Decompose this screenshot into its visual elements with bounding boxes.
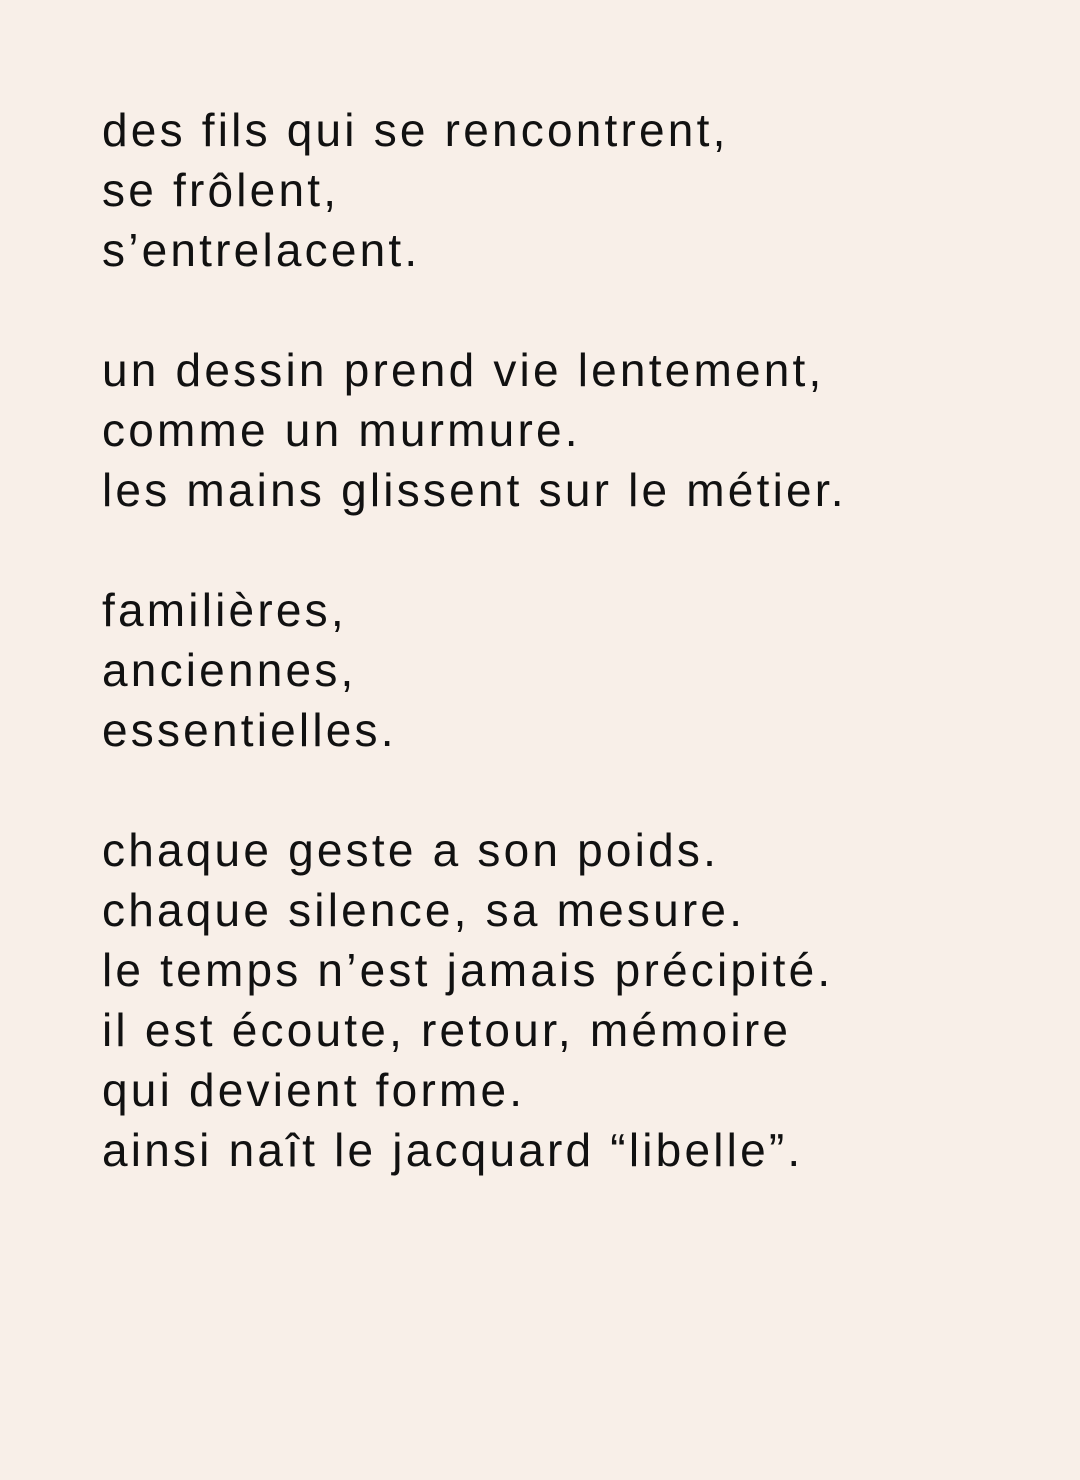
stanza-1: [102, 100, 1062, 280]
poem-line: chaque geste a son poids.: [102, 824, 720, 876]
poem-line: comme un murmure.: [102, 404, 581, 456]
stanza-3: [102, 580, 1062, 760]
poem-line: les mains glissent sur le métier.: [102, 464, 847, 516]
poem-line: il est écoute, retour, mémoire: [102, 1004, 792, 1056]
poem-line: le temps n’est jamais précipité.: [102, 944, 834, 996]
poem-line: chaque silence, sa mesure.: [102, 884, 746, 936]
stanza-4: [102, 820, 1062, 1180]
poem-line: essentielles.: [102, 704, 397, 756]
poem-line: s’entrelacent.: [102, 224, 421, 276]
poem: [102, 100, 1062, 1240]
poem-line: anciennes,: [102, 644, 357, 696]
poem-line: familières,: [102, 584, 347, 636]
poem-line: se frôlent,: [102, 164, 340, 216]
poem-line: un dessin prend vie lentement,: [102, 344, 825, 396]
poem-line: ainsi naît le jacquard “libelle”.: [102, 1124, 804, 1176]
poem-line: qui devient forme.: [102, 1064, 526, 1116]
poem-line: des fils qui se rencontrent,: [102, 104, 729, 156]
stanza-2: [102, 340, 1062, 520]
